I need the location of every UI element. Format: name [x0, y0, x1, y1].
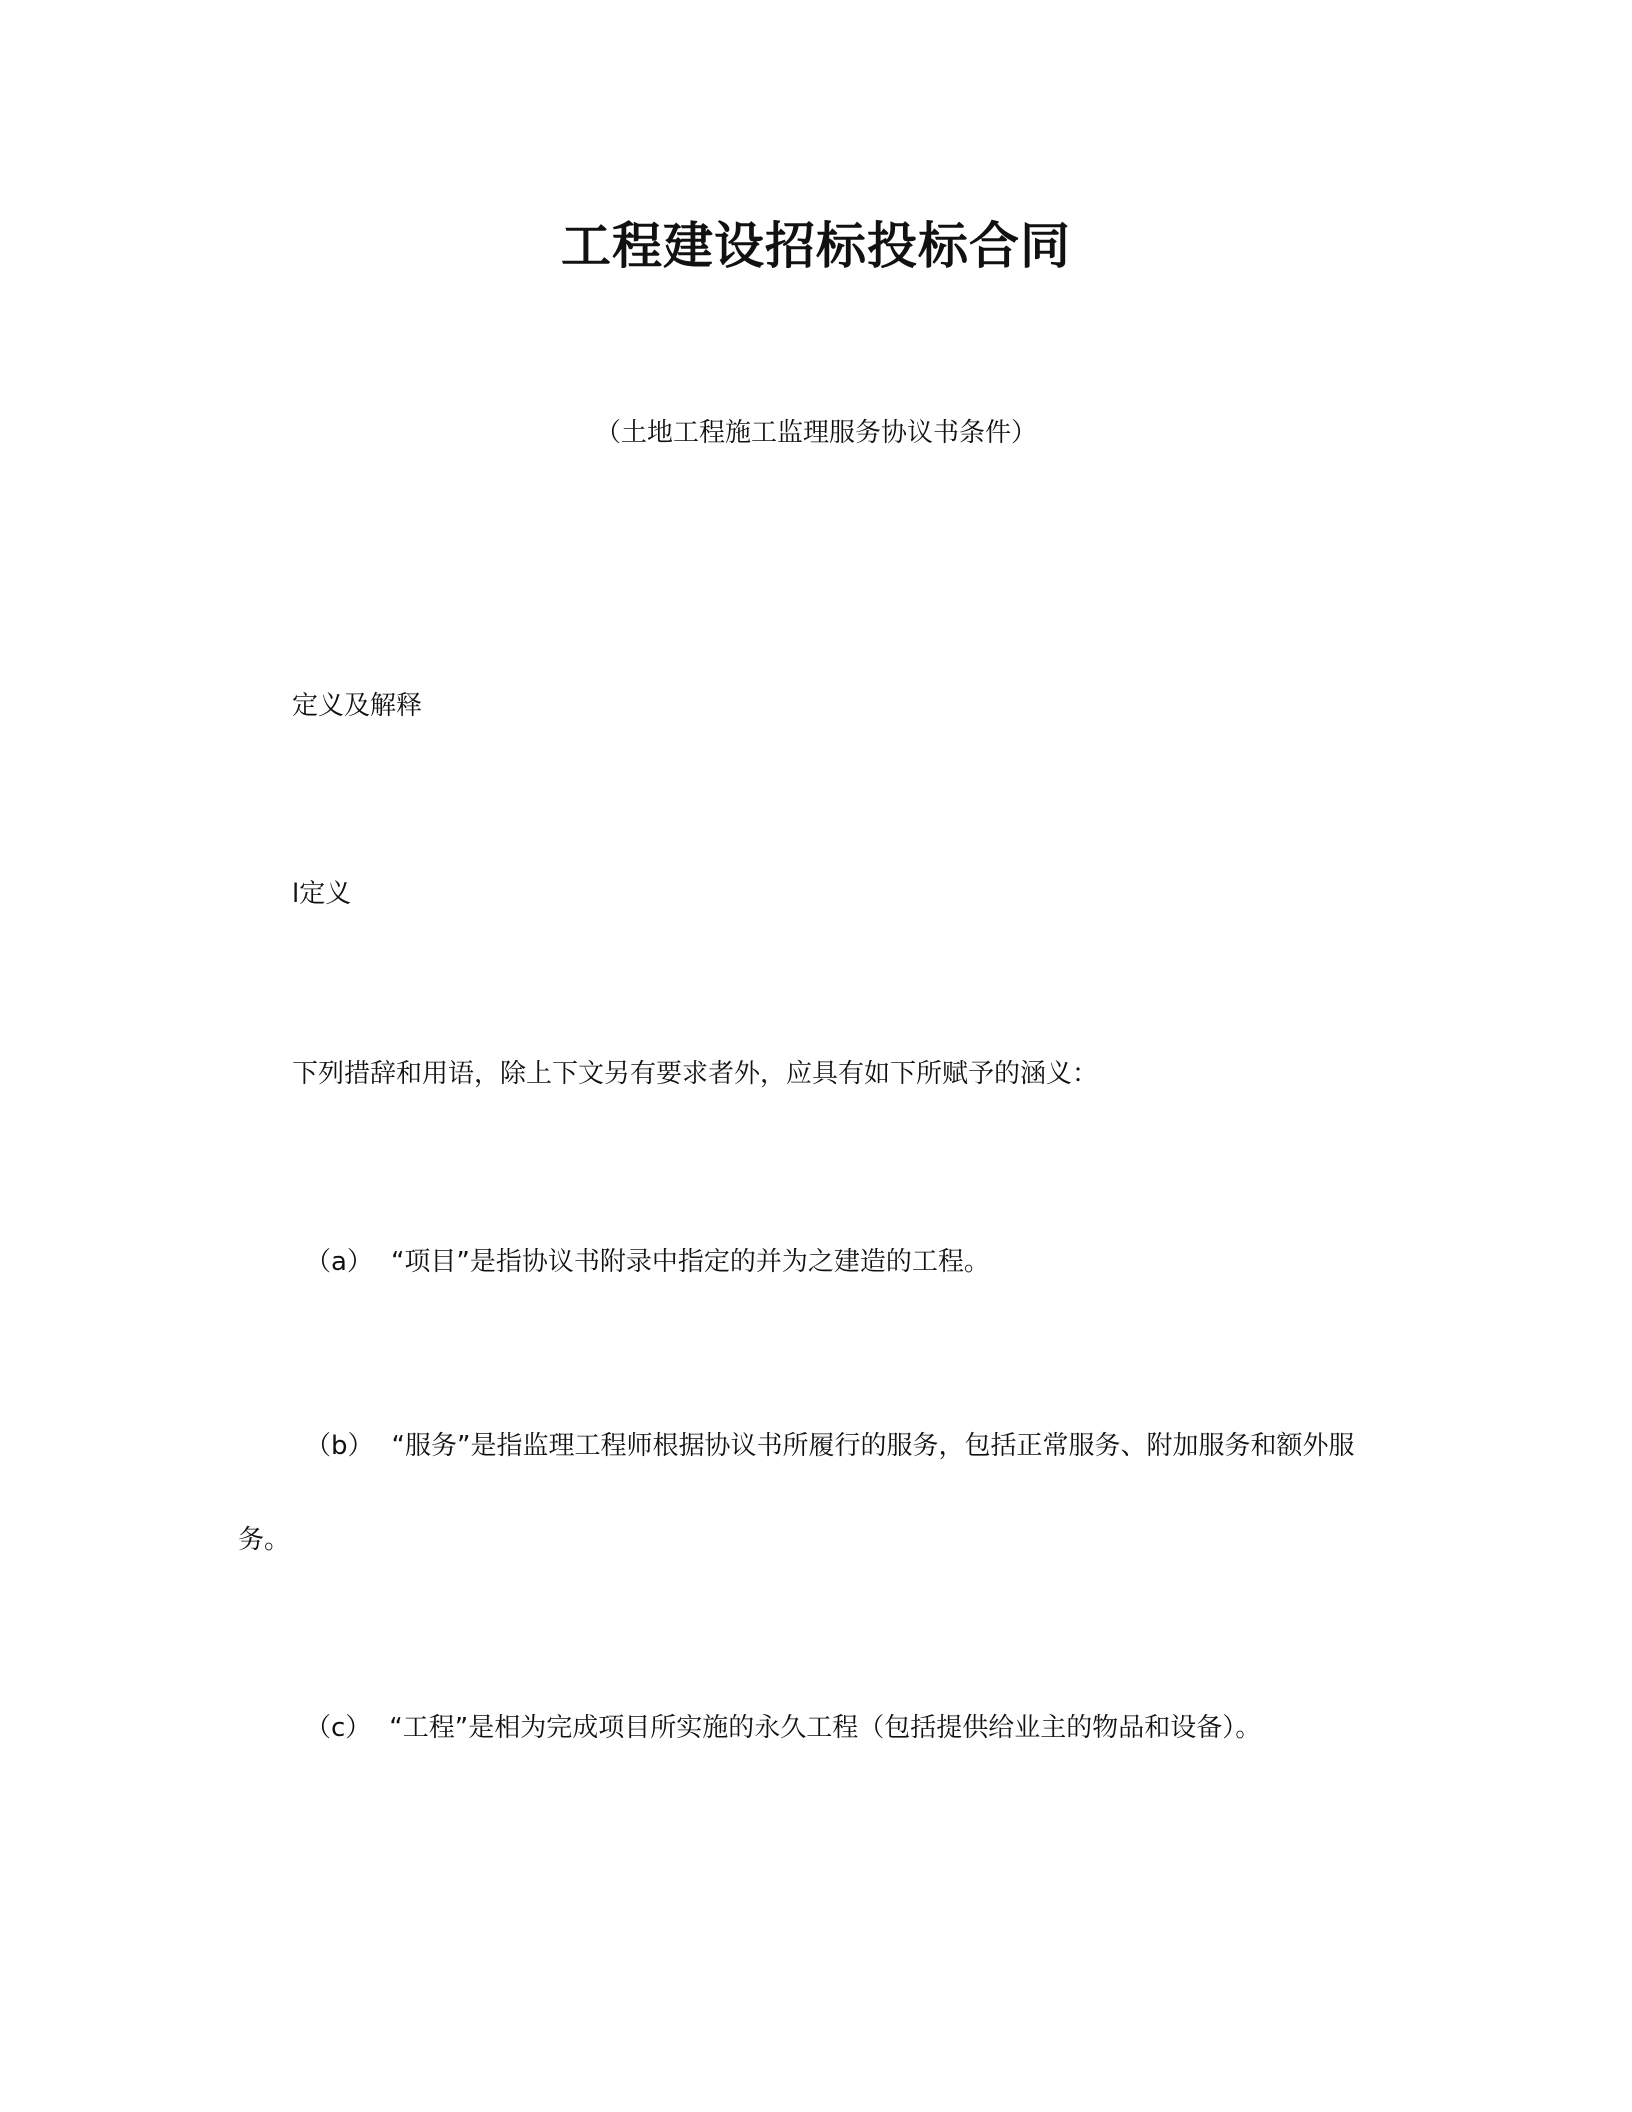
section-heading: 定义及解释 [292, 691, 423, 721]
item-text: “项目”是指协议书附录中指定的并为之建造的工程。 [390, 1247, 990, 1277]
definition-item-c [305, 1710, 1261, 1746]
definition-item-b-continuation: 务。 [238, 1525, 291, 1555]
item-label: （b） [305, 1431, 374, 1461]
item-text: “服务”是指监理工程师根据协议书所履行的服务，包括正常服务、附加服务和额外服 [391, 1431, 1355, 1461]
definition-item-a [305, 1244, 990, 1280]
item-label: （a） [305, 1247, 373, 1277]
intro-paragraph: 下列措辞和用语，除上下文另有要求者外，应具有如下所赋予的涵义： [292, 1059, 1099, 1089]
item-text: “工程”是相为完成项目所实施的永久工程（包括提供给业主的物品和设备）。 [389, 1713, 1262, 1743]
subsection-heading: l定义 [292, 879, 352, 909]
item-label: （c） [305, 1713, 372, 1743]
document-subtitle: （土地工程施工监理服务协议书条件） [594, 418, 1037, 448]
document-title: 工程建设招标投标合同 [561, 217, 1071, 275]
definition-item-b [305, 1428, 1354, 1464]
